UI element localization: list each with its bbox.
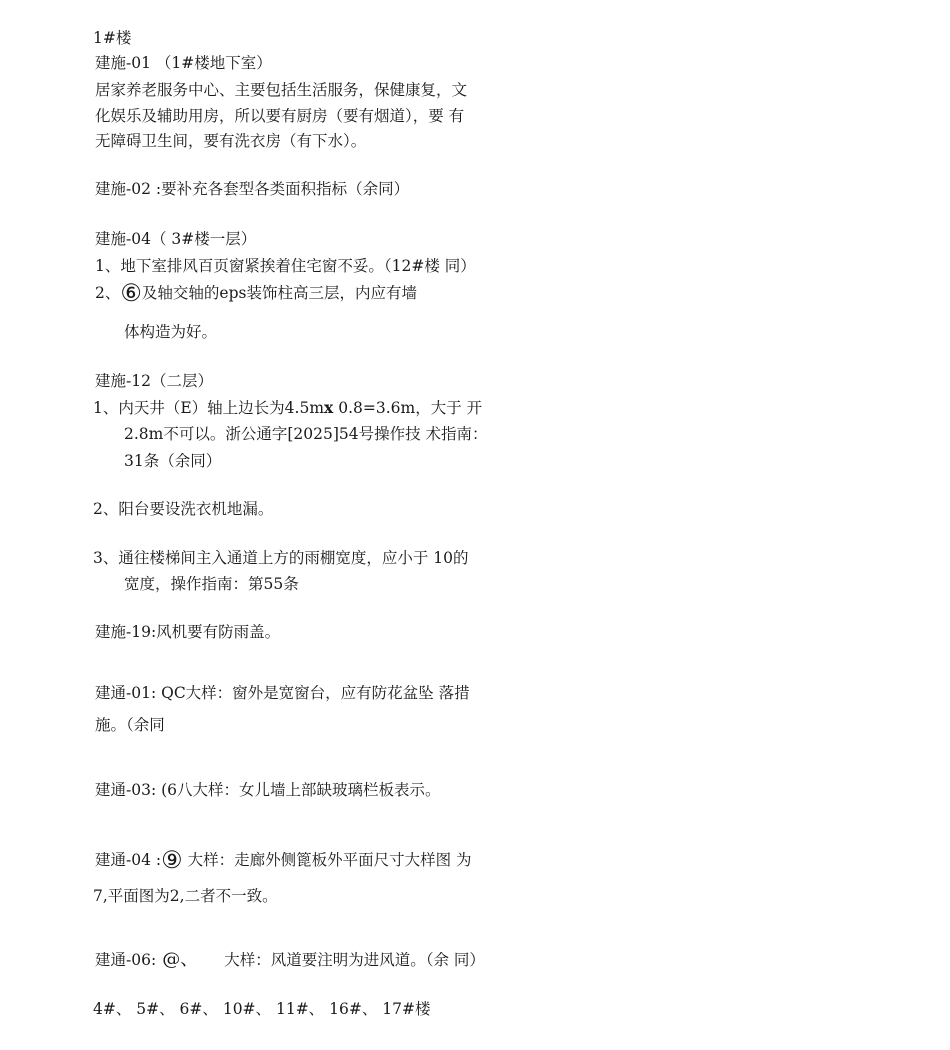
text-run: 大样：风道要注明为进风道。（余 同） [224, 951, 485, 969]
text-line: 1、地下室排风百页窗紧挨着住宅窗不妥。（12#楼 同） [95, 257, 476, 275]
text-run: 1、内天井（E）轴上边长为4.5m [93, 399, 325, 417]
text-line: 31条（余同） [124, 452, 222, 470]
text-line: 7,平面图为2,二者不一致。 [93, 887, 278, 905]
text-line: 3、通往楼梯间主入通道上方的雨棚宽度，应小于 10的 [93, 549, 469, 567]
text-line: 化娱乐及辅助用房，所以要有厨房（要有烟道），要 有 [95, 107, 465, 125]
text-line: 居家养老服务中心、主要包括生活服务，保健康复，文 [95, 81, 468, 99]
circled-detail-symbol: ⑨ [161, 846, 183, 874]
text-line: 2、阳台要设洗衣机地漏。 [93, 500, 274, 518]
section-heading [95, 950, 485, 970]
text-run: 建通-04 : [95, 851, 162, 869]
detail-symbol: @、 [162, 949, 199, 970]
section-heading: 建施-04（ 3#楼一层） [95, 230, 257, 248]
section-heading: 建施-19:风机要有防雨盖。 [95, 623, 281, 641]
section-heading: 建施-02 :要补充各套型各类面积指标（余同） [95, 180, 410, 198]
text-line: 无障碍卫生间，要有洗衣房（有下水）。 [95, 132, 367, 150]
multiply-symbol: x [324, 398, 334, 417]
building-heading: 1#楼 [93, 29, 132, 47]
circled-axis-symbol: ⑥ [120, 279, 142, 307]
text-run: 及轴交轴的eps装饰柱高三层，内应有墙 [141, 284, 417, 302]
item-number: 2、 [95, 284, 121, 302]
text-line: 2.8m不可以。浙公通字[2025]54号操作技 术指南： [124, 425, 488, 443]
section-heading: 建施-12（二层） [95, 372, 213, 390]
section-heading: 建施-01 （1#楼地下室） [95, 54, 272, 72]
section-heading: 建通-01: QC大样：窗外是宽窗台，应有防花盆坠 落措 [95, 684, 470, 702]
text-line: 施。（余同 [95, 716, 165, 734]
text-line: 宽度，操作指南：第55条 [124, 575, 299, 593]
text-line: 体构造为好。 [124, 323, 218, 341]
text-line [93, 398, 482, 418]
text-run: 建通-06: [95, 951, 157, 969]
text-line [95, 279, 417, 307]
text-run: 大样：走廊外侧篦板外平面尺寸大样图 为 [182, 851, 472, 869]
section-heading [95, 846, 472, 874]
text-run: 0.8=3.6m，大于 开 [333, 399, 483, 417]
section-heading: 建通-03: (6八大样：女儿墙上部缺玻璃栏板表示。 [95, 781, 441, 799]
building-heading: 4#、 5#、 6#、 10#、 11#、 16#、 17#楼 [93, 1000, 431, 1018]
